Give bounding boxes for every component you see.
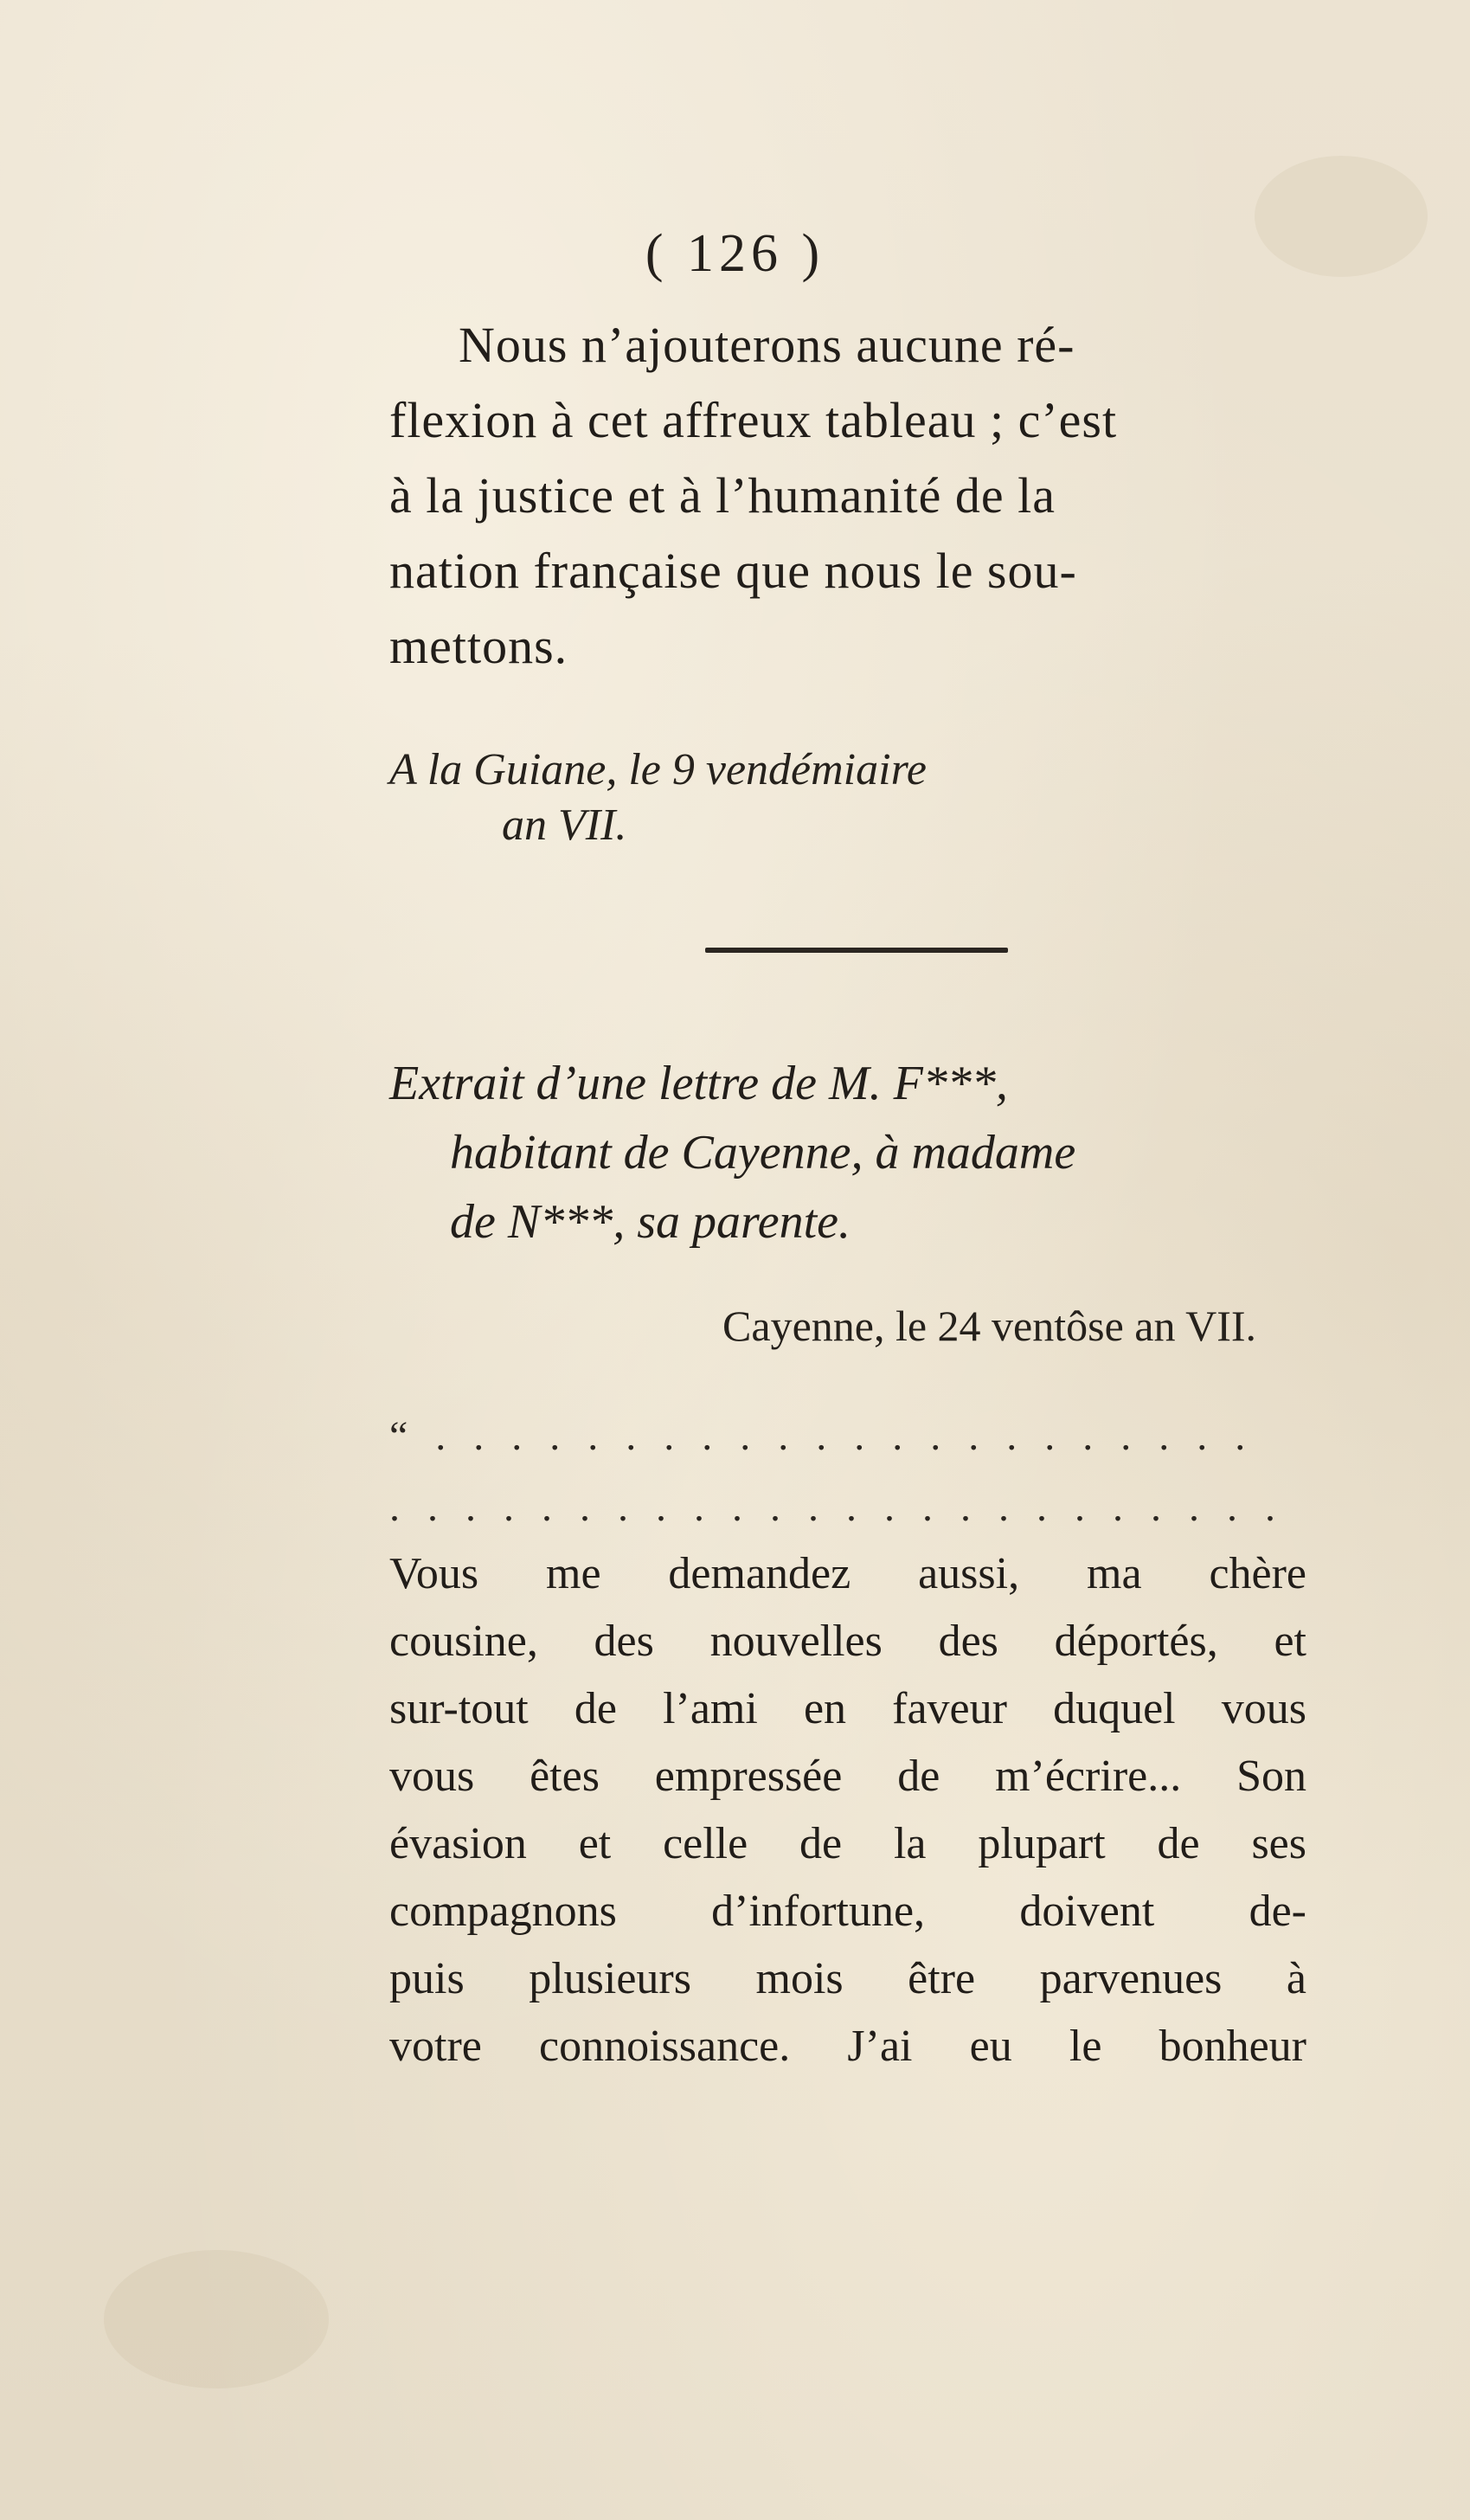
paper-stain [104, 2250, 329, 2388]
paragraph-1-line-4: nation française que nous le sou- [389, 543, 1077, 599]
paragraph-1-line-5: mettons. [389, 618, 568, 674]
dateline-guiane-line-2: an VII. [502, 800, 627, 850]
paragraph-2-line-7: puis plusieurs mois être parvenues à [389, 1954, 1306, 2003]
paragraph-2-line-2: cousine, des nouvelles des déportés, et [389, 1617, 1306, 1666]
paragraph-1-line-2: flexion à cet affreux tableau ; c’est [389, 392, 1118, 448]
paragraph-2-line-5: évasion et celle de la plupart de ses [389, 1819, 1306, 1868]
paragraph-1-line-1: Nous n’ajouterons aucune ré- [459, 317, 1075, 373]
page-number: ( 126 ) [645, 224, 825, 283]
dateline-guiane [389, 742, 1306, 853]
paragraph-2 [389, 1540, 1306, 2080]
section-divider [705, 948, 1008, 953]
ellipsis-row-2: . . . . . . . . . . . . . . . . . . . . . . . . [389, 1484, 1284, 1530]
letter-heading-line-3: de N***, sa parente. [450, 1195, 851, 1249]
paragraph-2-line-6: compagnons d’infortune, doivent de- [389, 1887, 1306, 1936]
dateline-guiane-line-1: A la Guiane, le 9 vendémiaire [389, 745, 927, 794]
ellipsis-row-1: “ . . . . . . . . . . . . . . . . . . . . . . [389, 1413, 1255, 1459]
dateline-cayenne: Cayenne, le 24 ventôse an VII. [722, 1302, 1256, 1350]
paragraph-2-line-4: vous êtes empressée de m’écrire... Son [389, 1752, 1306, 1801]
paragraph-1 [389, 307, 1306, 684]
letter-heading [389, 1049, 1315, 1257]
letter-heading-line-2: habitant de Cayenne, à madame [450, 1126, 1076, 1180]
paragraph-1-line-3: à la justice et à l’humanité de la [389, 467, 1056, 524]
paragraph-2-line-3: sur-tout de l’ami en faveur duquel vous [389, 1684, 1306, 1733]
paragraph-2-line-1: Vous me demandez aussi, ma chère [389, 1549, 1306, 1598]
paragraph-2-line-8: votre connoissance. J’ai eu le bonheur [389, 2022, 1306, 2071]
letter-heading-line-1: Extrait d’une lettre de M. F***, [389, 1057, 1008, 1110]
